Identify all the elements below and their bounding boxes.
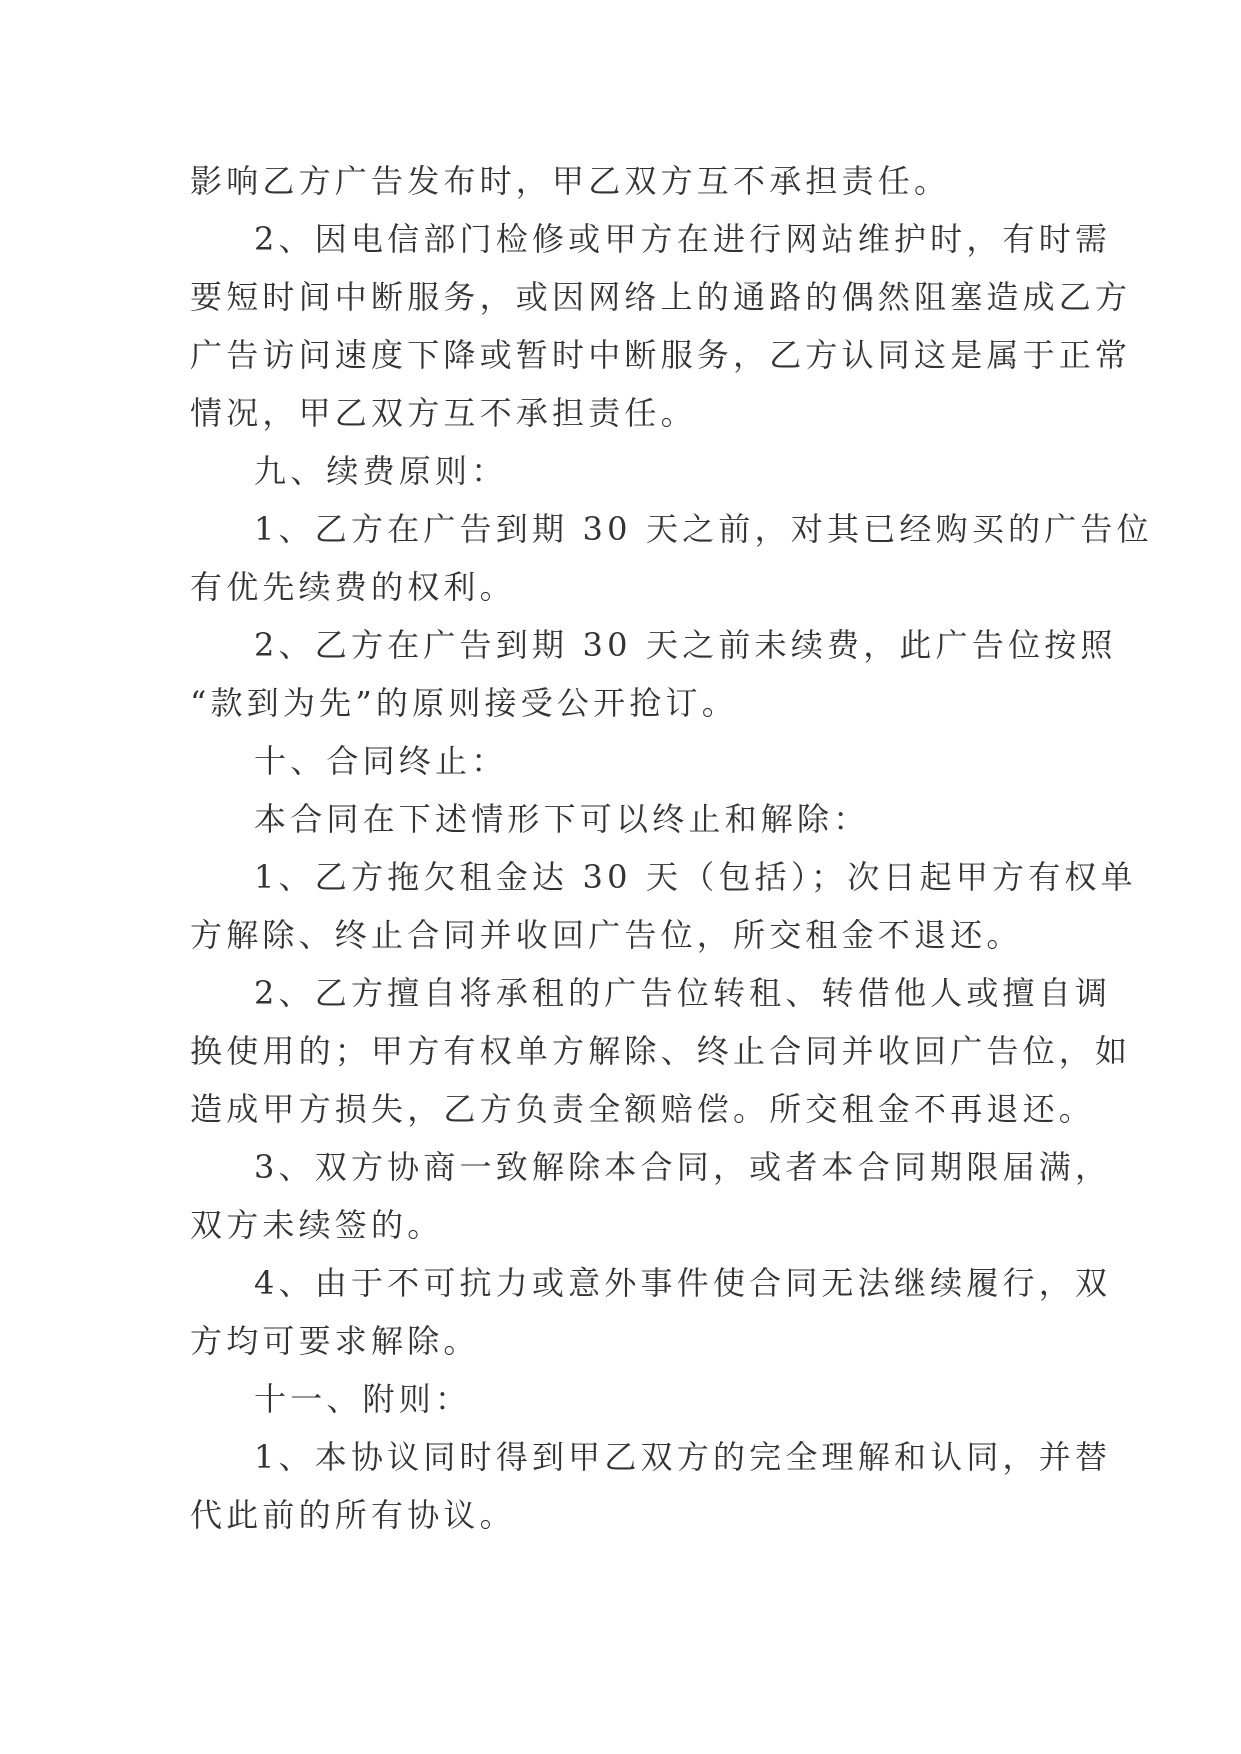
text-line: 影响乙方广告发布时，甲乙双方互不承担责任。 (190, 162, 951, 200)
section-heading: 十、合同终止： (254, 742, 508, 780)
section-heading: 十一、附则： (254, 1380, 472, 1418)
text-line: 2、乙方擅自将承租的广告位转租、转借他人或擅自调 (254, 974, 1112, 1012)
text-line: 2、乙方在广告到期 30 天之前未续费，此广告位按照 (254, 626, 1117, 664)
text-line: “款到为先”的原则接受公开抢订。 (190, 684, 738, 722)
text-line: 换使用的；甲方有权单方解除、终止合同并收回广告位，如 (190, 1032, 1132, 1070)
text-line: 广告访问速度下降或暂时中断服务，乙方认同这是属于正常 (190, 336, 1132, 374)
text-line: 情况，甲乙双方互不承担责任。 (190, 394, 697, 432)
text-line: 4、由于不可抗力或意外事件使合同无法继续履行，双 (254, 1264, 1112, 1302)
text-line: 造成甲方损失，乙方负责全额赔偿。所交租金不再退还。 (190, 1090, 1096, 1128)
text-line: 3、双方协商一致解除本合同，或者本合同期限届满， (254, 1148, 1112, 1186)
text-line: 2、因电信部门检修或甲方在进行网站维护时，有时需 (254, 220, 1112, 258)
text-line: 要短时间中断服务，或因网络上的通路的偶然阻塞造成乙方 (190, 278, 1132, 316)
text-line: 代此前的所有协议。 (190, 1496, 516, 1534)
text-line: 方均可要求解除。 (190, 1322, 480, 1360)
document-body (190, 152, 1153, 1544)
text-line: 本合同在下述情形下可以终止和解除： (254, 800, 870, 838)
section-heading: 九、续费原则： (254, 452, 508, 490)
text-line: 有优先续费的权利。 (190, 568, 516, 606)
text-line: 1、本协议同时得到甲乙双方的完全理解和认同，并替 (254, 1438, 1112, 1476)
text-line: 1、乙方在广告到期 30 天之前，对其已经购买的广告位 (254, 510, 1153, 548)
text-line: 双方未续签的。 (190, 1206, 444, 1244)
text-line: 方解除、终止合同并收回广告位，所交租金不退还。 (190, 916, 1023, 954)
text-line: 1、乙方拖欠租金达 30 天（包括）；次日起甲方有权单 (254, 858, 1137, 896)
